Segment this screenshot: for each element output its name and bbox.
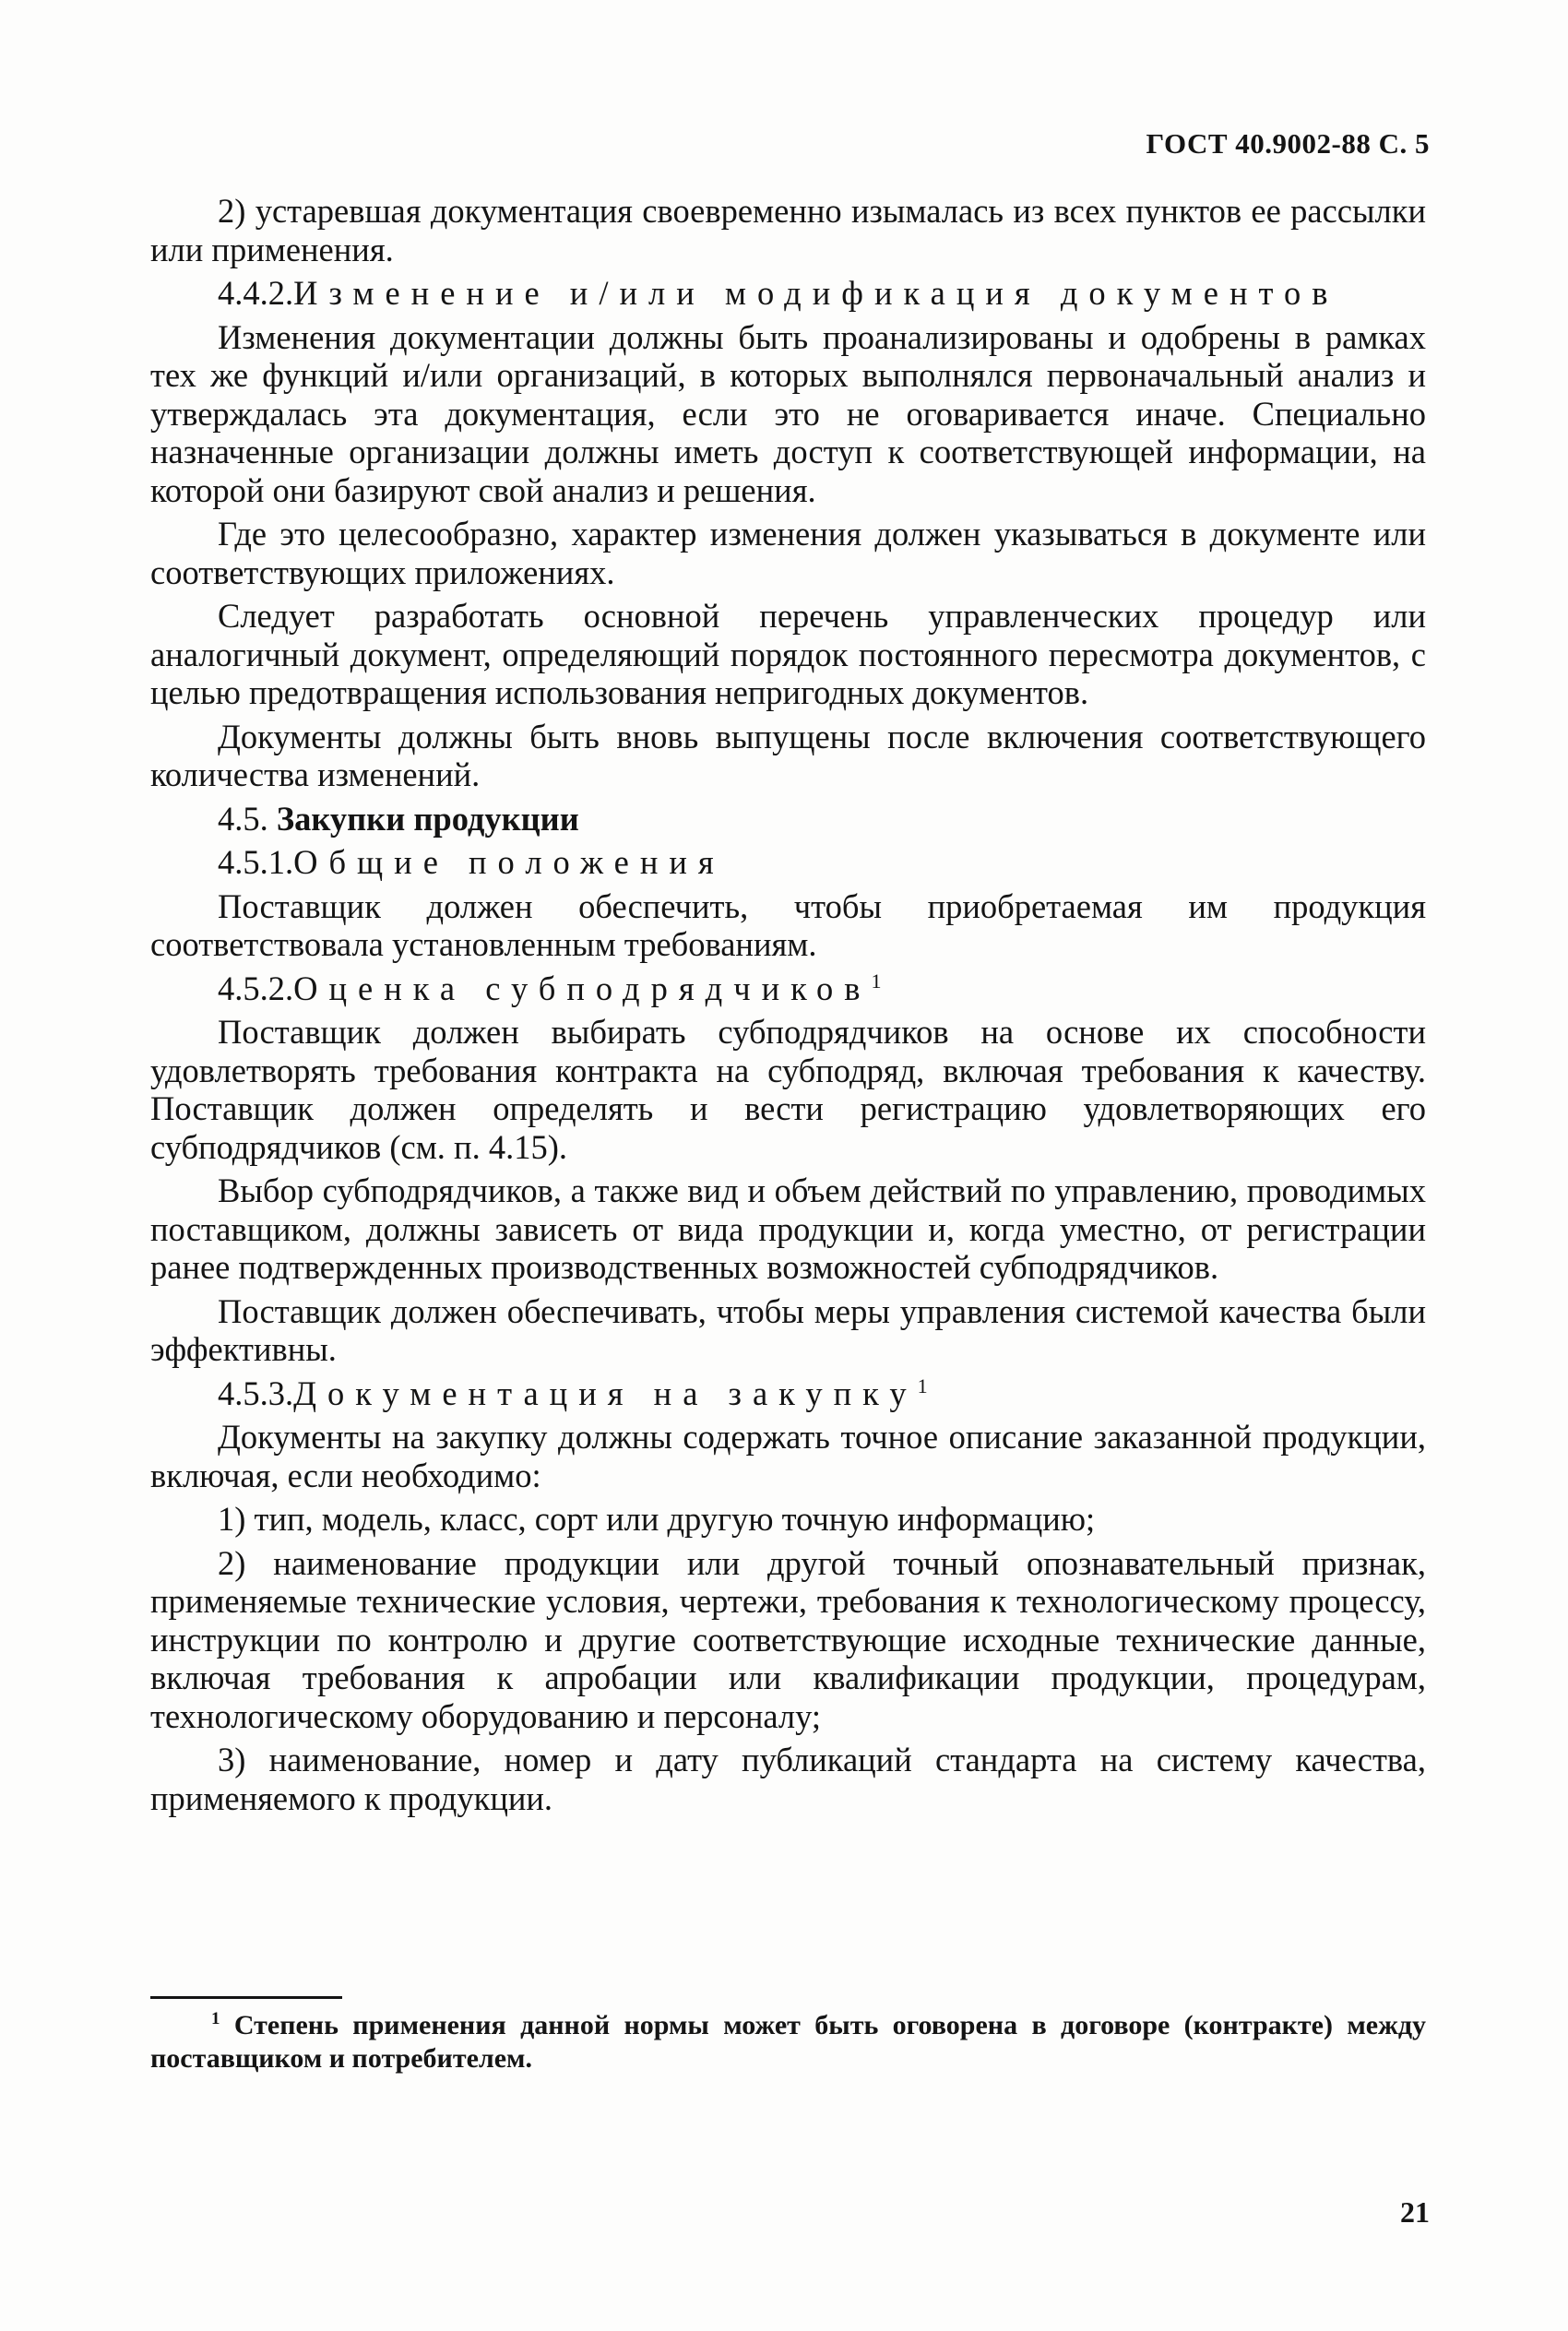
paragraph: Выбор субподрядчиков, а также вид и объем действий по управлению, проводимых поставщиком, должны зависеть от вида продукции и, когда уместно, от регистрации ранее подтвержденных производственных возможностей субподрядчиков. [150, 1171, 1426, 1286]
paragraph: Документы на закупку должны содержать точное описание заказанной продукции, включая, если необходимо: [150, 1418, 1426, 1494]
paragraph: Документы должны быть вновь выпущены после включения соответствующего количества изменений. [150, 717, 1426, 793]
section-heading-4-5-3 [150, 1374, 1426, 1413]
footnote-mark: 1 [211, 2009, 220, 2028]
section-number: 4.5. [218, 799, 268, 838]
document-body [150, 192, 1426, 1817]
section-title: Оценка субподрядчиков [293, 969, 872, 1007]
section-title: Документация на закупку [293, 1374, 918, 1412]
section-number: 4.5.2. [218, 969, 294, 1007]
section-title: Общие положения [293, 843, 725, 881]
list-item: 3) наименование, номер и дату публикаций стандарта на систему качества, применяемого к продукции. [150, 1741, 1426, 1817]
list-item: 1) тип, модель, класс, сорт или другую точную информацию; [218, 1500, 1096, 1538]
paragraph: Где это целесообразно, характер изменения должен указываться в документе или соответствующих приложениях. [150, 515, 1426, 591]
section-number: 4.5.1. [218, 843, 294, 881]
section-title: Закупки продукции [276, 799, 579, 838]
paragraph: Изменения документации должны быть проанализированы и одобрены в рамках тех же функций и/или организаций, в которых выполнялся первоначальный анализ и утверждалась эта документация, если это не оговаривается иначе. Специально назначенные организации должны иметь доступ к соответствующей информации, на которой они базируют свой анализ и решения. [150, 317, 1426, 509]
footnote-reference: 1 [871, 969, 882, 993]
page-number: 21 [1400, 2195, 1430, 2229]
paragraph: Поставщик должен обеспечивать, чтобы меры управления системой качества были эффективны. [150, 1291, 1426, 1368]
footnote-reference: 1 [917, 1374, 928, 1397]
section-heading-4-5-1 [150, 843, 1426, 882]
paragraph: Следует разработать основной перечень управленческих процедур или аналогичный документ, определяющий порядок постоянного пересмотра документов, с целью предотвращения использования непригодных документов. [150, 597, 1426, 711]
paragraph: Поставщик должен выбирать субподрядчиков на основе их способности удовлетворять требования контракта на субподряд, включая требования к качеству. Поставщик должен определять и вести регистрацию удовлетворяющих его субподрядчиков (см. п. 4.15). [150, 1013, 1426, 1166]
list-item: 2) наименование продукции или другой точный опознавательный признак, применяемые технические условия, чертежи, требования к технологическому процессу, инструкции по контролю и другие соответствующие исходные технические данные, включая требования к апробации или квалификации продукции, процедурам, технологическому оборудованию и персоналу; [150, 1543, 1426, 1735]
footnote [150, 2009, 1426, 2075]
paragraph: 2) устаревшая документация своевременно изымалась из всех пунктов ее рассылки или применения. [150, 192, 1426, 268]
footnote-text: Степень применения данной нормы может быть оговорена в договоре (контракте) между поставщиком и потребителем. [150, 2010, 1427, 2074]
section-heading-4-5 [150, 800, 1426, 838]
section-heading-4-4-2 [150, 274, 1426, 313]
document-header: ГОСТ 40.9002-88 С. 5 [1146, 127, 1430, 160]
section-title: Изменение и/или модификация документов [293, 274, 1339, 312]
footnote-divider [150, 1996, 342, 1999]
section-heading-4-5-2 [150, 969, 1426, 1008]
section-number: 4.4.2. [218, 274, 294, 312]
paragraph: Поставщик должен обеспечить, чтобы приобретаемая им продукция соответствовала установленным требованиям. [150, 886, 1426, 963]
section-number: 4.5.3. [218, 1374, 294, 1412]
